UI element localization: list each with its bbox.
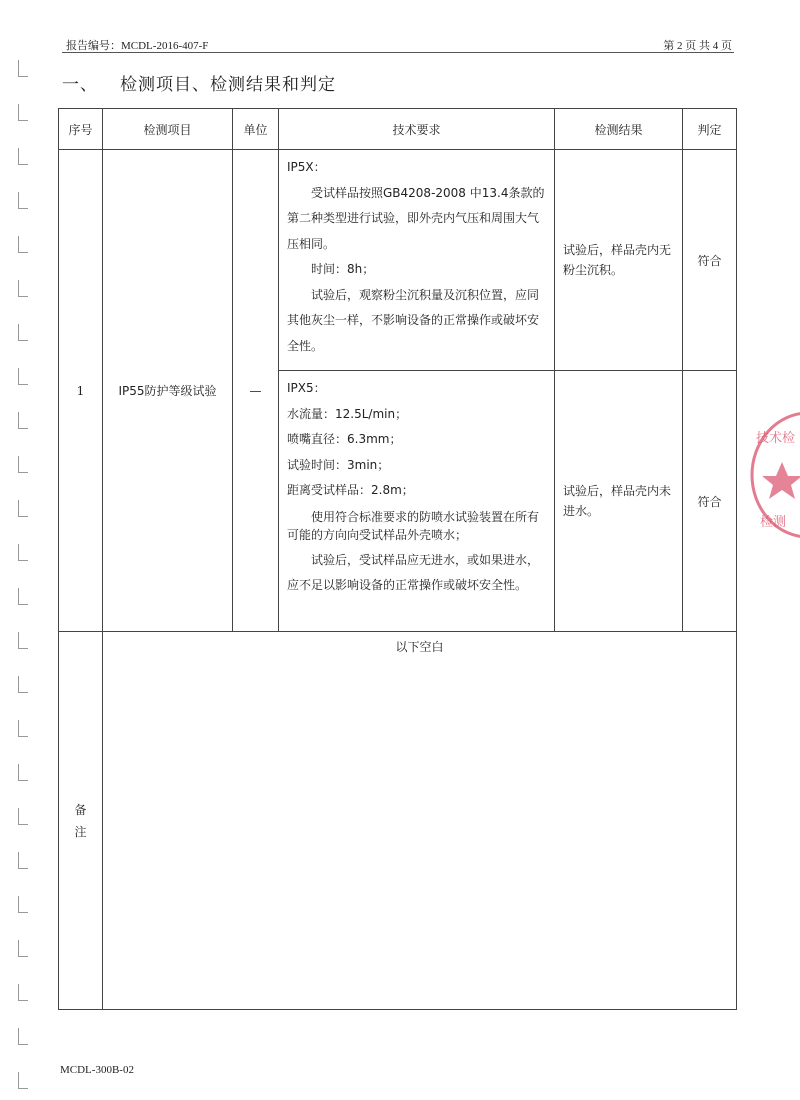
binding-mark [18,852,28,869]
requirement-line: 喷嘴直径：6.3mm； [287,432,402,446]
binding-mark [18,456,28,473]
col-header-requirement: 技术要求 [279,109,555,150]
binding-margin [0,0,40,1100]
requirement-line: 试验后，受试样品应无进水，或如果进水，应不足以影响设备的正常操作或破坏安全性。 [287,552,540,592]
binding-mark [18,324,28,341]
binding-mark [18,368,28,385]
remarks-label-line: 备 [74,802,87,817]
binding-mark [18,632,28,649]
binding-mark [18,280,28,297]
report-number: 报告编号：MCDL-2016-407-F [66,40,209,52]
col-header-unit: 单位 [233,109,279,150]
binding-mark [18,236,28,253]
section-title [62,70,336,95]
table-row [59,150,737,371]
requirement-line: 试验时间：3min； [287,457,390,472]
remarks-row [59,632,737,1010]
requirement-line: 试验后，观察粉尘沉积量及沉积位置，应同其他灰尘一样，不影响设备的正常操作或破坏安全性。 [287,287,540,353]
binding-mark [18,1072,28,1089]
requirement-cell-ip5x [279,150,555,371]
requirement-line: 使用符合标准要求的防喷水试验装置在所有可能的方向向受试样品外壳喷水； [287,509,540,542]
binding-mark [18,808,28,825]
binding-mark [18,104,28,121]
results-table [58,108,737,1010]
header-rule [62,52,734,53]
seal-text-bottom: 检测 [760,515,787,530]
requirement-line: 时间：8h； [311,262,375,276]
binding-mark [18,984,28,1001]
binding-mark [18,192,28,209]
remarks-label-line: 注 [74,824,87,839]
verdict-cell-ip5x: 符合 [683,150,737,371]
row-item: IP55防护等级试验 [103,150,233,632]
seal-text-top: 技术检 [756,431,796,446]
binding-mark [18,148,28,165]
binding-mark [18,60,28,77]
binding-mark [18,896,28,913]
result-cell-ipx5: 试验后，样品壳内未进水。 [555,371,683,632]
col-header-index: 序号 [59,109,103,150]
binding-mark [18,500,28,517]
form-number: MCDL-300B-02 [60,1064,134,1076]
remarks-label [59,632,103,1010]
verdict-cell-ipx5: 符合 [683,371,737,632]
requirement-line: 受试样品按照GB4208-2008 中13.4条款的第二种类型进行试验，即外壳内气压和周围大气压相同。 [287,185,545,251]
remarks-content: 以下空白 [103,632,737,1010]
binding-mark [18,940,28,957]
requirement-cell-ipx5 [279,371,555,632]
binding-mark [18,676,28,693]
section-number: 一、 [62,75,98,95]
col-header-verdict: 判定 [683,109,737,150]
row-index: 1 [59,150,103,632]
col-header-item: 检测项目 [103,109,233,150]
col-header-result: 检测结果 [555,109,683,150]
result-cell-ip5x: 试验后，样品壳内无粉尘沉积。 [555,150,683,371]
binding-mark [18,1028,28,1045]
binding-mark [18,764,28,781]
binding-mark [18,720,28,737]
binding-mark [18,588,28,605]
requirement-line: 水流量：12.5L/min； [287,406,408,421]
requirement-line: 距离受试样品：2.8m； [287,483,414,497]
binding-mark [18,412,28,429]
section-title-text: 检测项目、检测结果和判定 [120,75,336,95]
row-unit: — [233,150,279,632]
inspection-seal [748,410,800,540]
page-number: 第 2 页 共 4 页 [663,40,732,52]
requirement-line: IPX5： [287,381,326,395]
table-header-row [59,109,737,150]
binding-mark [18,544,28,561]
requirement-line: IP5X： [287,160,326,174]
